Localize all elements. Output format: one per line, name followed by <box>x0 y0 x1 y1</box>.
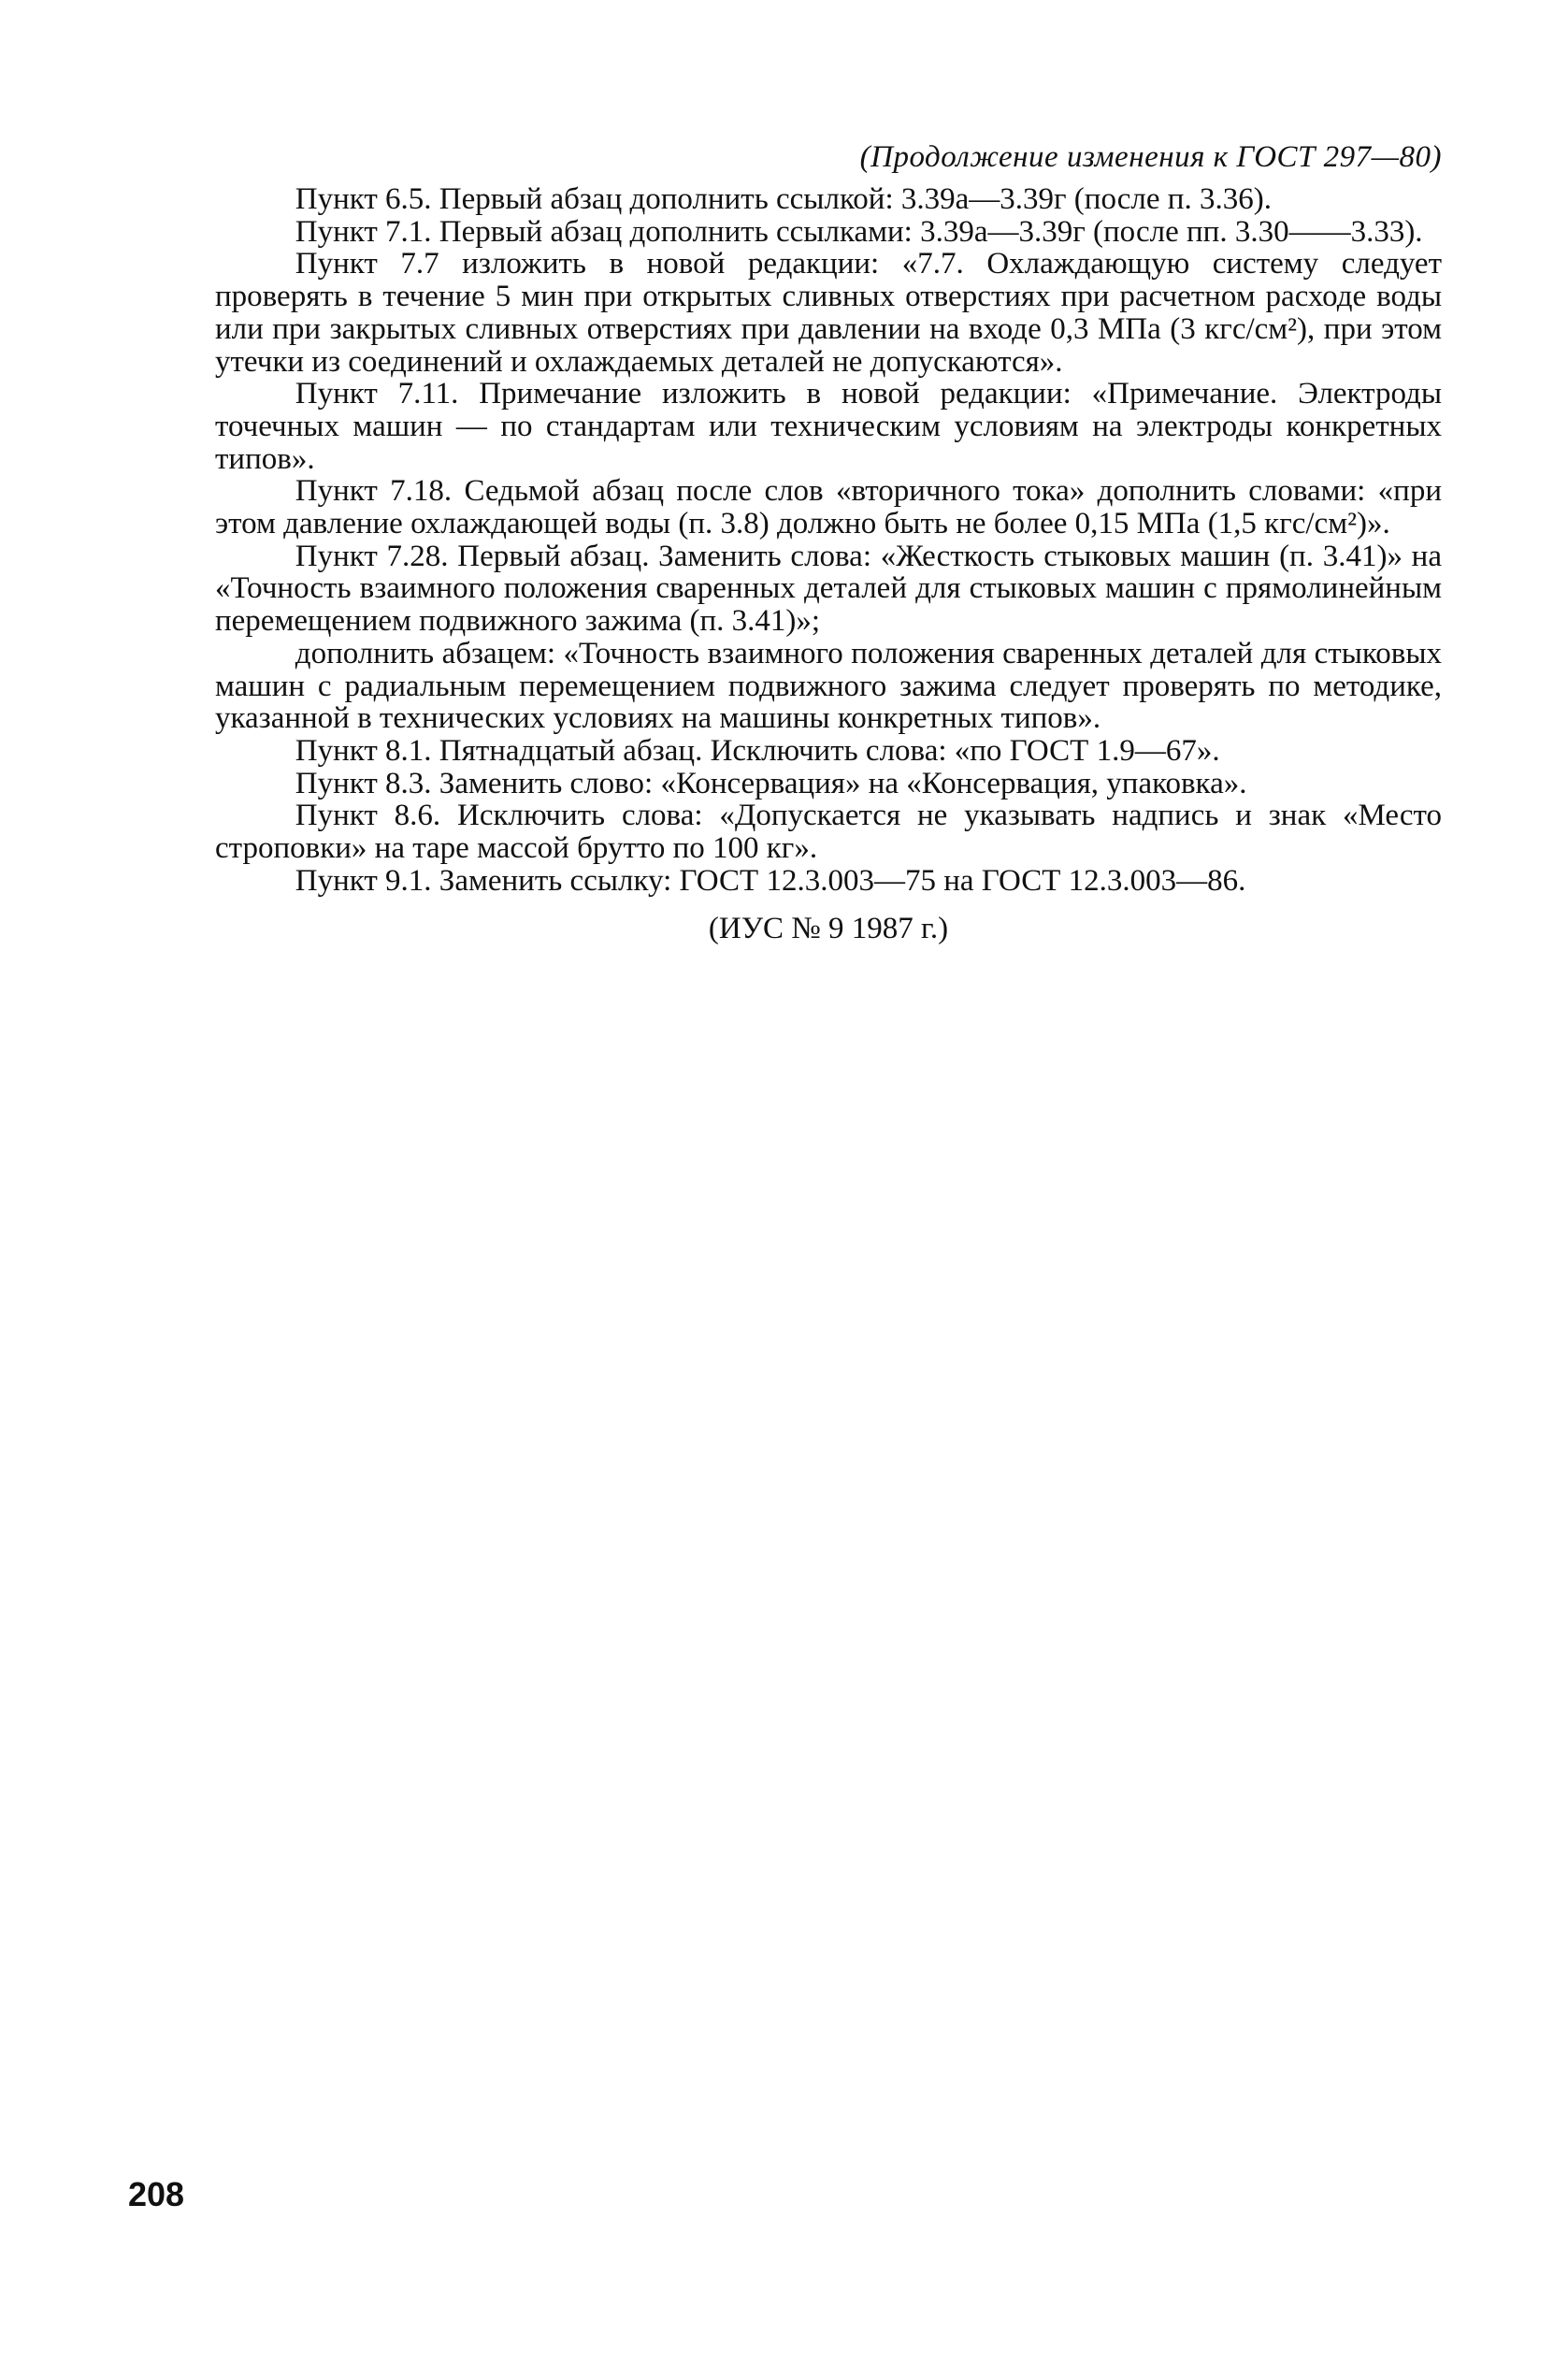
paragraph-8-1: Пункт 8.1. Пятнадцатый абзац. Исключить слова: «по ГОСТ 1.9—67». <box>295 733 1220 768</box>
paragraph-7-18: Пункт 7.18. Седьмой абзац после слов «вторичного тока» дополнить словами: «при этом давление охлаждающей воды (п. 3.8) должно быть не более 0,15 МПа (1,5 кгс/см²)». <box>215 474 1442 541</box>
paragraph-7-28-addition: дополнить абзацем: «Точность взаимного положения сваренных деталей для стыковых машин с радиальным перемещением подвижного зажима следует проверять по методике, указанной в технических условиях на машины конкретных типов». <box>215 636 1442 736</box>
amendment-text <box>215 183 1442 945</box>
paragraph-7-11: Пункт 7.11. Примечание изложить в новой редакции: «Примечание. Электроды точечных машин — по стандартам или техническим условиям на электроды конкретных типов». <box>215 377 1442 476</box>
paragraph-7-7: Пункт 7.7 изложить в новой редакции: «7.7. Охлаждающую систему следует проверять в течение 5 мин при открытых сливных отверстиях при расчетном расходе воды или при закрытых сливных отверстиях при давлении на входе 0,3 МПа (3 кгс/см²), при этом утечки из соединений и охлаждаемых деталей не допускаются». <box>215 247 1442 379</box>
paragraph-8-3: Пункт 8.3. Заменить слово: «Консервация» на «Консервация, упаковка». <box>295 766 1247 800</box>
paragraph-6-5: Пункт 6.5. Первый абзац дополнить ссылкой: 3.39а—3.39г (после п. 3.36). <box>295 182 1272 216</box>
paragraph-8-6: Пункт 8.6. Исключить слова: «Допускается не указывать надпись и знак «Место строповки» на таре массой брутто по 100 кг». <box>215 799 1442 866</box>
source-note: (ИУС № 9 1987 г.) <box>708 912 949 946</box>
paragraph-7-1: Пункт 7.1. Первый абзац дополнить ссылками: 3.39а—3.39г (после пп. 3.30——3.33). <box>295 214 1423 249</box>
paragraph-9-1: Пункт 9.1. Заменить ссылку: ГОСТ 12.3.003—75 на ГОСТ 12.3.003—86. <box>295 863 1246 898</box>
paragraph-7-28: Пункт 7.28. Первый абзац. Заменить слова: «Жесткость стыковых машин (п. 3.41)» на «Точность взаимного положения сваренных деталей для стыковых машин с прямолинейным перемещением подвижного зажима (п. 3.41)»; <box>215 539 1442 639</box>
page-number: 208 <box>128 2175 185 2213</box>
continuation-header: (Продолжение изменения к ГОСТ 297—80) <box>859 140 1442 174</box>
